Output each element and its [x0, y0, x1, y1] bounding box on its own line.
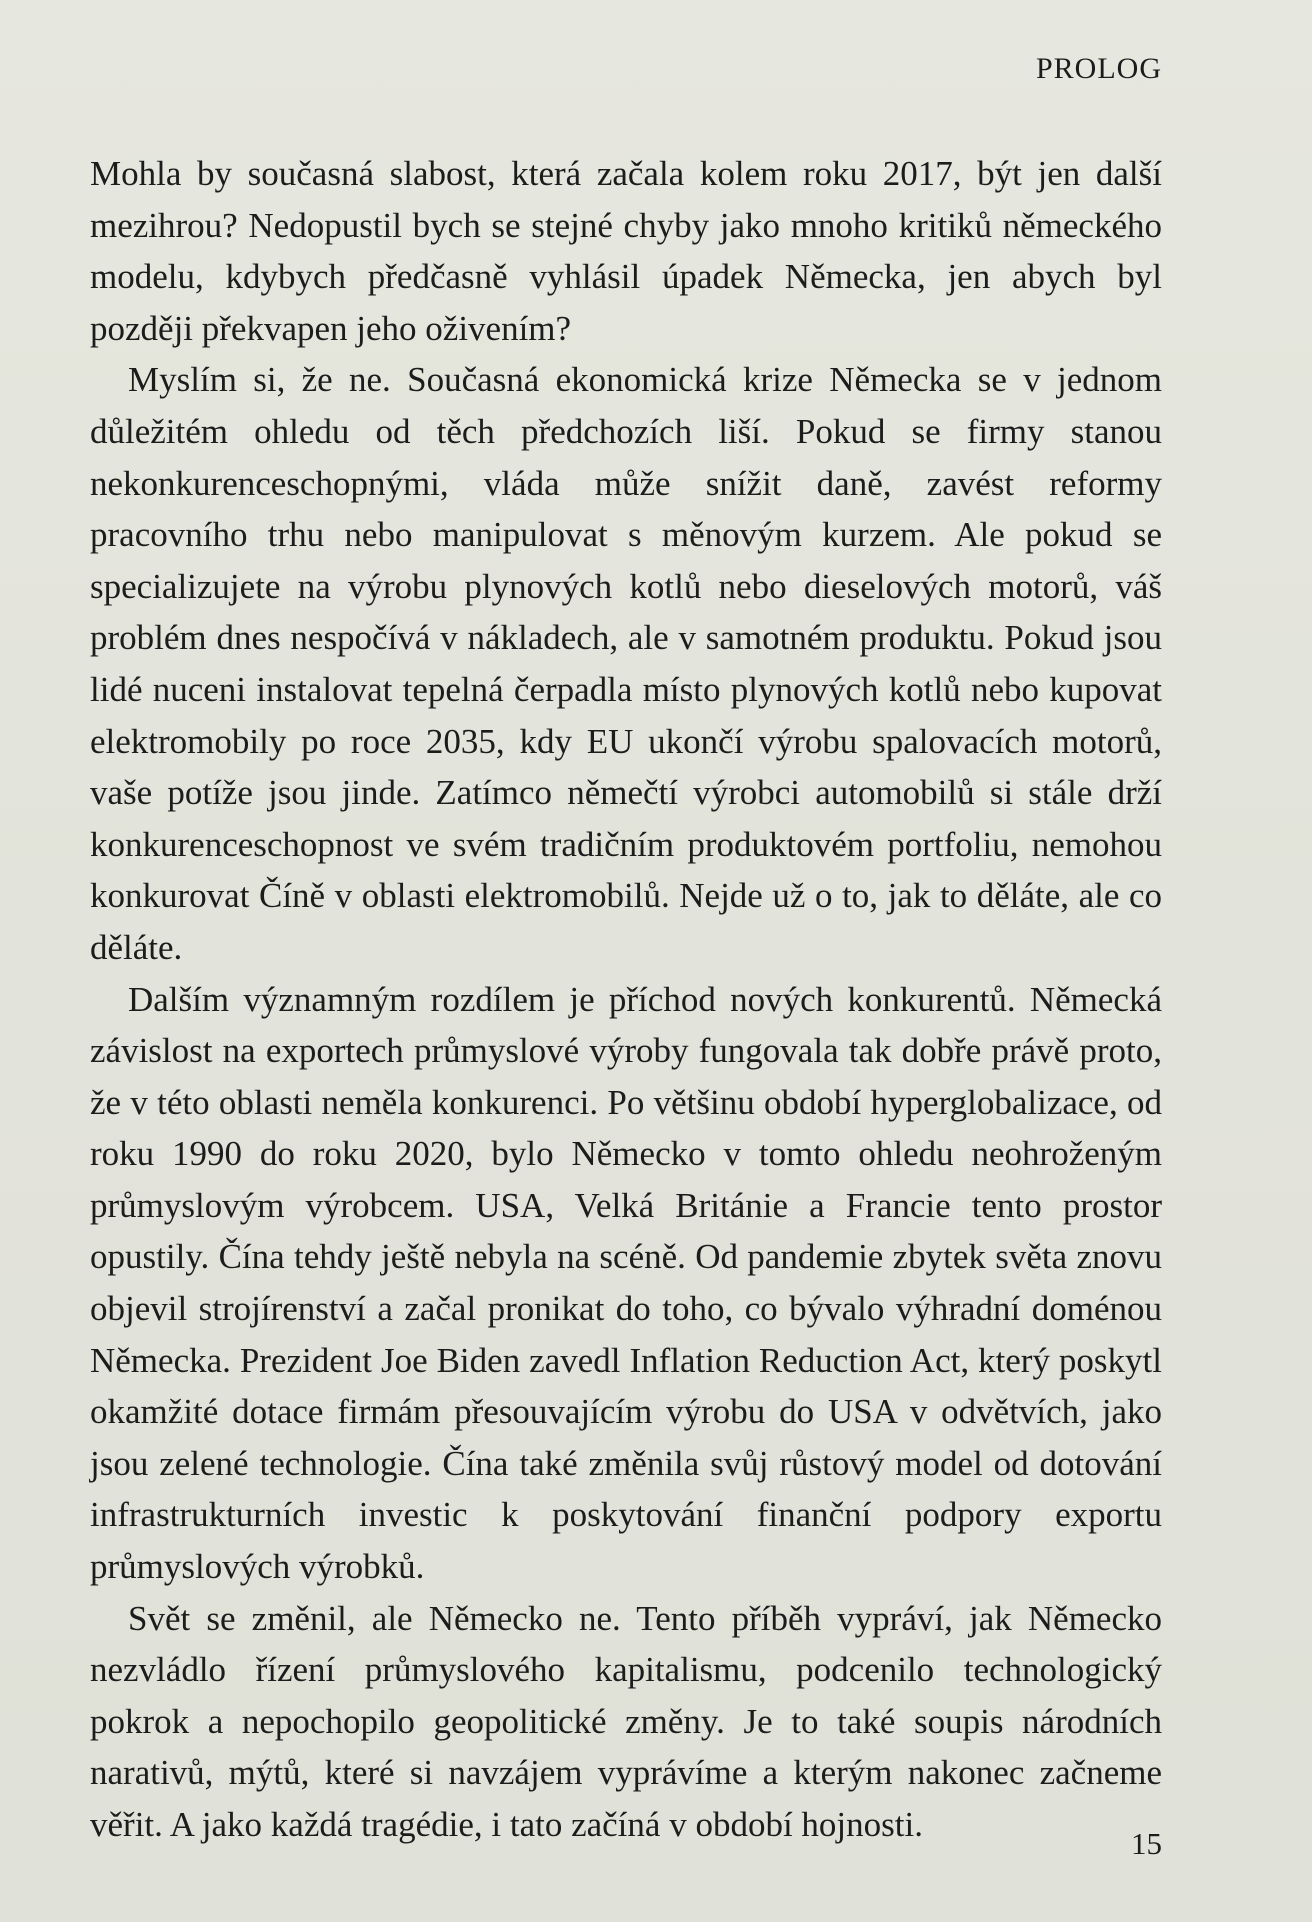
paragraph-4: Svět se změnil, ale Německo ne. Tento příběh vypráví, jak Německo nezvládlo řízení průmyslového kapitalismu, podcenilo technologický pokrok a nepochopilo geopolitické změny. Je to také soupis národních narativů, mýtů, které si navzájem vyprávíme a kterým nakonec začneme věřit. A jako každá tragédie, i tato začíná v období hojnosti. — [90, 1598, 1162, 1844]
running-head: PROLOG — [1035, 52, 1162, 85]
page-number: 15 — [1131, 1826, 1162, 1861]
paragraph-1: Mohla by současná slabost, která začala kolem roku 2017, být jen další mezihrou? Nedopustil bych se stejné chyby jako mnoho kritiků německého modelu, kdybych předčasně vyhlásil úpadek Německa, jen abych byl později překvapen jeho oživením? — [90, 154, 1162, 348]
paragraph-2: Myslím si, že ne. Současná ekonomická krize Německa se v jednom důležitém ohledu od těch předchozích liší. Pokud se firmy stanou nekonkurenceschopnými, vláda může snížit daně, zavést reformy pracovního trhu nebo manipulovat s měnovým kurzem. Ale pokud se specializujete na výrobu plynových kotlů nebo dieselových motorů, váš problém dnes nespočívá v nákladech, ale v samotném produktu. Pokud jsou lidé nuceni instalovat tepelná čerpadla místo plynových kotlů nebo kupovat elektromobily po roce 2035, kdy EU ukončí výrobu spalovacích motorů, vaše potíže jsou jinde. Zatímco němečtí výrobci automobilů si stále drží konkurenceschopnost ve svém tradičním produktovém portfoliu, nemohou konkurovat Číně v oblasti elektromobilů. Nejde už o to, jak to děláte, ale co děláte. — [90, 360, 1162, 967]
body-text — [90, 148, 1162, 1851]
paragraph-3: Dalším významným rozdílem je příchod nových konkurentů. Německá závislost na exportech průmyslové výroby fungovala tak dobře právě proto, že v této oblasti neměla konkurenci. Po většinu období hyperglobalizace, od roku 1990 do roku 2020, bylo Německo v tomto ohledu neohroženým průmyslovým výrobcem. USA, Velká Británie a Francie tento prostor opustily. Čína tehdy ještě nebyla na scéně. Od pandemie zbytek světa znovu objevil strojírenství a začal pronikat do toho, co bývalo výhradní doménou Německa. Prezident Joe Biden zavedl Inflation Reduction Act, který poskytl okamžité dotace firmám přesouvajícím výrobu do USA v odvětvích, jako jsou zelené technologie. Čína také změnila svůj růstový model od dotování infrastrukturních investic k poskytování finanční podpory exportu průmyslových výrobků. — [90, 979, 1162, 1587]
